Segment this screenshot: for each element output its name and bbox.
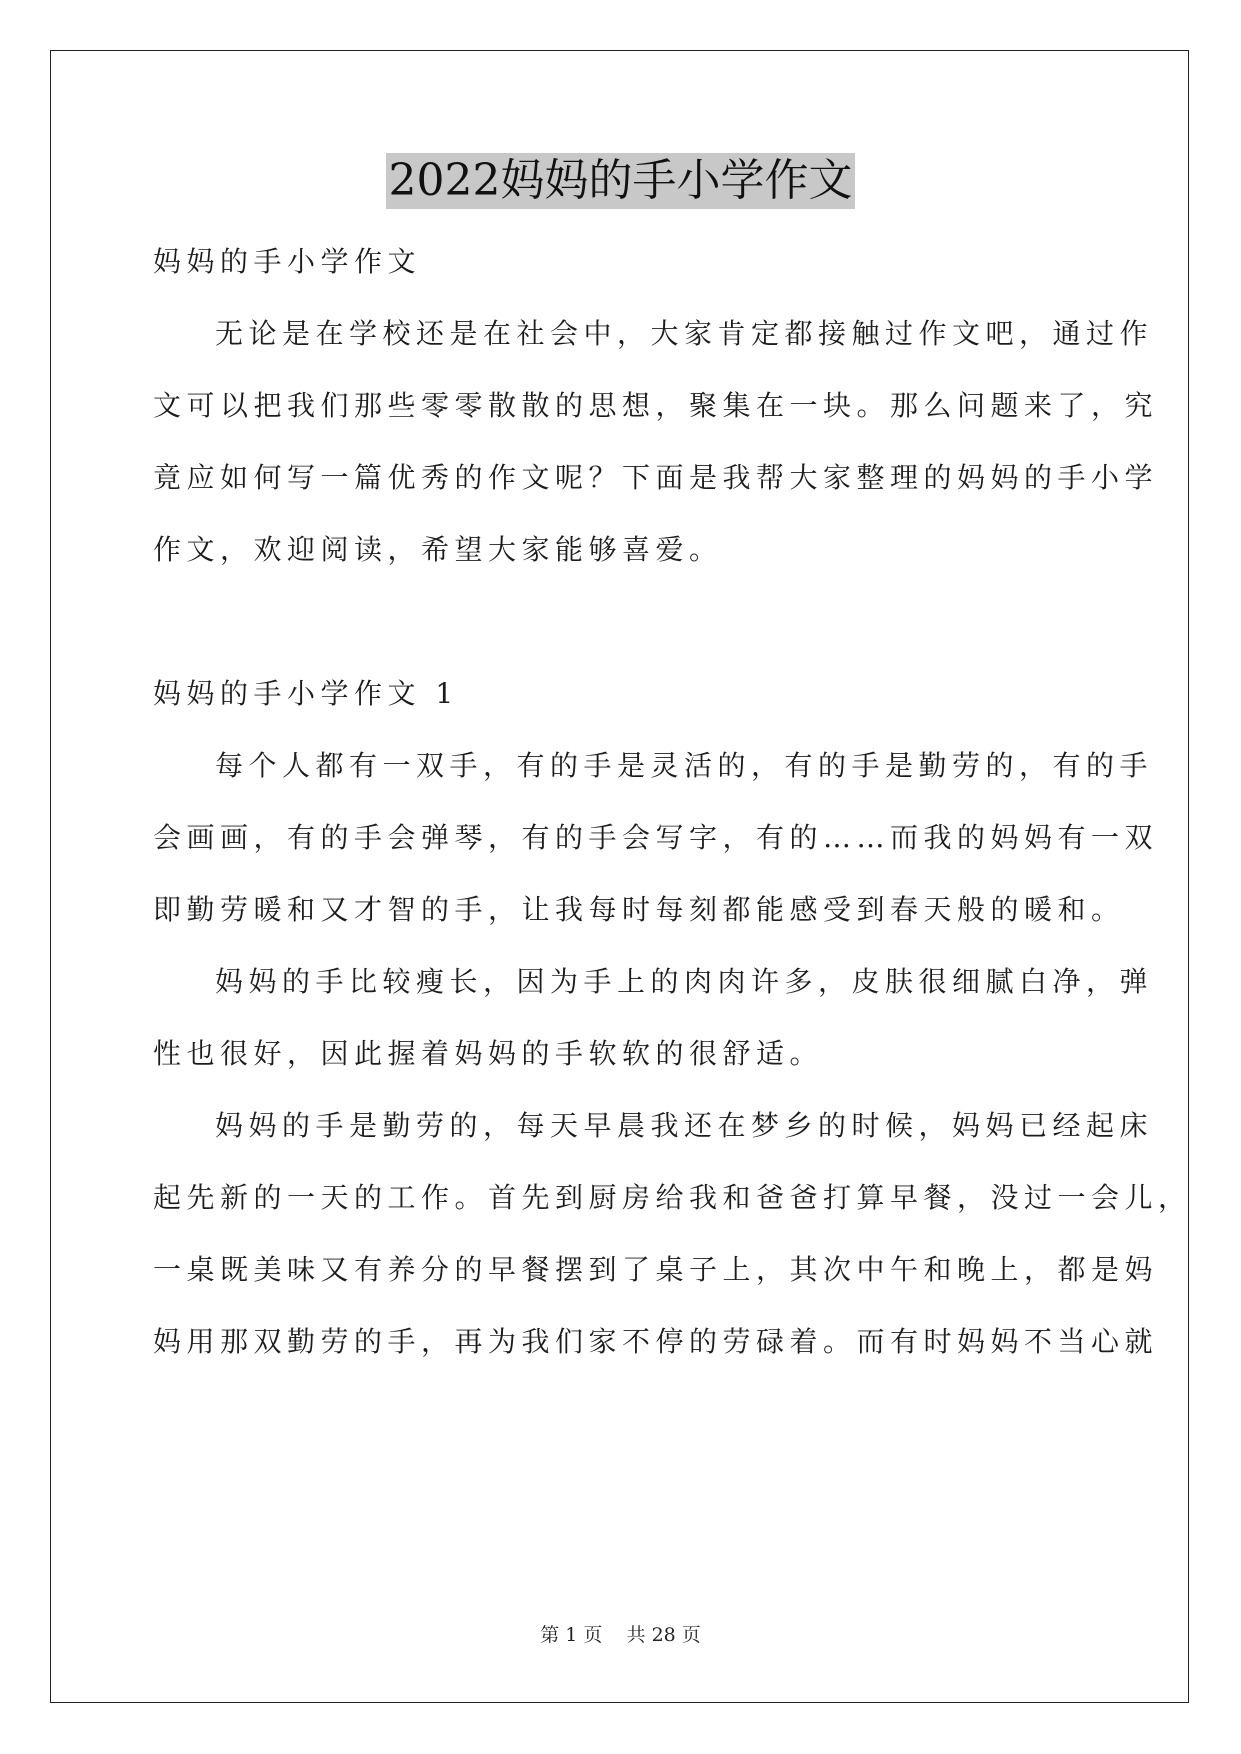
paragraph-line: 每个人都有一双手，有的手是灵活的，有的手是勤劳的，有的手: [215, 749, 1154, 782]
paragraph-line: 妈妈的手是勤劳的，每天早晨我还在梦乡的时候，妈妈已经起床: [215, 1109, 1154, 1142]
page-border: [50, 50, 1189, 1703]
document-title: 2022妈妈的手小学作文: [386, 153, 856, 209]
paragraph-line: 竟应如何写一篇优秀的作文呢？下面是我帮大家整理的妈妈的手小学: [153, 461, 1159, 494]
paragraph-line: 文可以把我们那些零零散散的思想，聚集在一块。那么问题来了，究: [153, 389, 1159, 422]
section-heading: 妈妈的手小学作文 1: [153, 677, 459, 710]
paragraph-line: 即勤劳暖和又才智的手，让我每时每刻都能感受到春天般的暖和。: [153, 893, 1125, 926]
paragraph-line: 妈用那双勤劳的手，再为我们家不停的劳碌着。而有时妈妈不当心就: [153, 1325, 1159, 1358]
total-pages: 共 28 页: [626, 1624, 701, 1646]
page-footer: [0, 1623, 1241, 1647]
page-number: 第 1 页: [540, 1624, 603, 1646]
title-container: [0, 153, 1241, 209]
paragraph-line: 起先新的一天的工作。首先到厨房给我和爸爸打算早餐，没过一会儿，: [153, 1181, 1192, 1214]
paragraph-line: 作文，欢迎阅读，希望大家能够喜爱。: [153, 533, 723, 566]
paragraph-line: 无论是在学校还是在社会中，大家肯定都接触过作文吧，通过作: [215, 317, 1154, 350]
paragraph-line: 一桌既美味又有养分的早餐摆到了桌子上，其次中午和晚上，都是妈: [153, 1253, 1159, 1286]
paragraph-line: 性也很好，因此握着妈妈的手软软的很舒适。: [153, 1037, 824, 1070]
paragraph-line: 会画画，有的手会弹琴，有的手会写字，有的……而我的妈妈有一双: [153, 821, 1159, 854]
paragraph-line: 妈妈的手比较瘦长，因为手上的肉肉许多，皮肤很细腻白净，弹: [215, 965, 1154, 998]
section-heading: 妈妈的手小学作文: [153, 245, 422, 278]
